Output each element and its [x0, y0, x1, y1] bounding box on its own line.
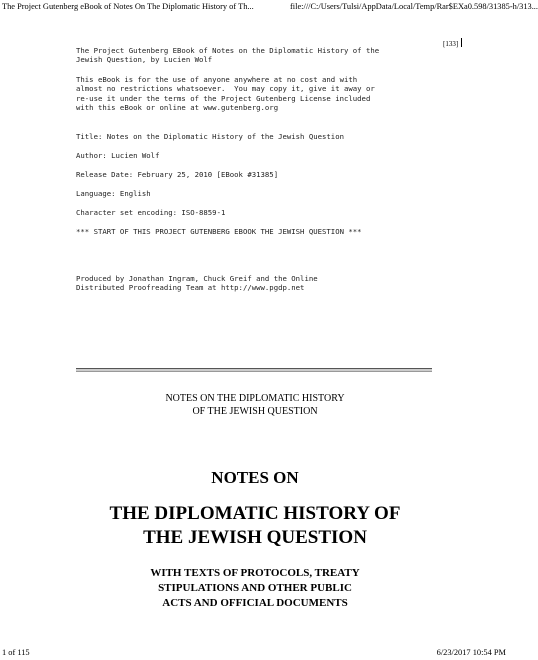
file-path: file:///C:/Users/Tulsi/AppData/Local/Temp/Rar$EXa0.598/31385-h/313...: [290, 2, 538, 11]
notes-on-heading: NOTES ON: [211, 468, 299, 487]
main-title: [0, 502, 510, 550]
produced-by: [76, 274, 318, 293]
license-block: [76, 75, 375, 113]
page-marker-bar: [461, 38, 462, 47]
meta-title: Title: Notes on the Diplomatic History of the Jewish Question: [76, 132, 344, 141]
produced-line-1: Produced by Jonathan Ingram, Chuck Greif and the Online: [76, 274, 318, 283]
start-marker: *** START OF THIS PROJECT GUTENBERG EBOOK THE JEWISH QUESTION ***: [76, 227, 362, 236]
page-title: The Project Gutenberg eBook of Notes On The Diplomatic History of Th...: [2, 2, 254, 11]
meta-release: Release Date: February 25, 2010 [EBook #31385]: [76, 170, 279, 179]
license-line-3: re-use it under the terms of the Project Gutenberg License included: [76, 93, 371, 103]
page-marker-text: [133]: [443, 40, 459, 48]
meta-encoding: Character set encoding: ISO-8859-1: [76, 208, 226, 217]
meta-language: Language: English: [76, 189, 151, 198]
page-marker: [443, 40, 458, 48]
subtitle-line-1: WITH TEXTS OF PROTOCOLS, TREATY: [150, 567, 360, 579]
produced-line-2: Distributed Proofreading Team at http://www.pgdp.net: [76, 283, 305, 293]
subtitle-line-2: STIPULATIONS AND OTHER PUBLIC: [158, 582, 352, 594]
license-line-4: with this eBook or online at www.gutenberg.org: [76, 103, 279, 113]
preamble-line-2: Jewish Question, by Lucien Wolf: [76, 55, 213, 65]
preamble-line-1: The Project Gutenberg EBook of Notes on the Diplomatic History of the: [76, 46, 380, 55]
meta-author: Author: Lucien Wolf: [76, 151, 160, 160]
page-count: 1 of 115: [2, 648, 30, 657]
small-title: [0, 392, 510, 418]
subtitle: [0, 566, 510, 611]
print-header: [0, 0, 538, 14]
subtitle-line-3: ACTS AND OFFICIAL DOCUMENTS: [162, 597, 348, 609]
horizontal-rule: [76, 368, 432, 372]
main-title-line-1: THE DIPLOMATIC HISTORY OF: [109, 503, 401, 524]
main-title-line-2: THE JEWISH QUESTION: [143, 527, 367, 548]
preamble-heading: [76, 46, 379, 65]
print-footer: [0, 646, 510, 660]
print-timestamp: 6/23/2017 10:54 PM: [436, 648, 506, 657]
small-title-line-1: NOTES ON THE DIPLOMATIC HISTORY: [165, 393, 345, 404]
license-line-1: This eBook is for the use of anyone anywhere at no cost and with: [76, 75, 358, 84]
small-title-line-2: OF THE JEWISH QUESTION: [192, 406, 318, 417]
license-line-2: almost no restrictions whatsoever. You may copy it, give it away or: [76, 84, 375, 94]
